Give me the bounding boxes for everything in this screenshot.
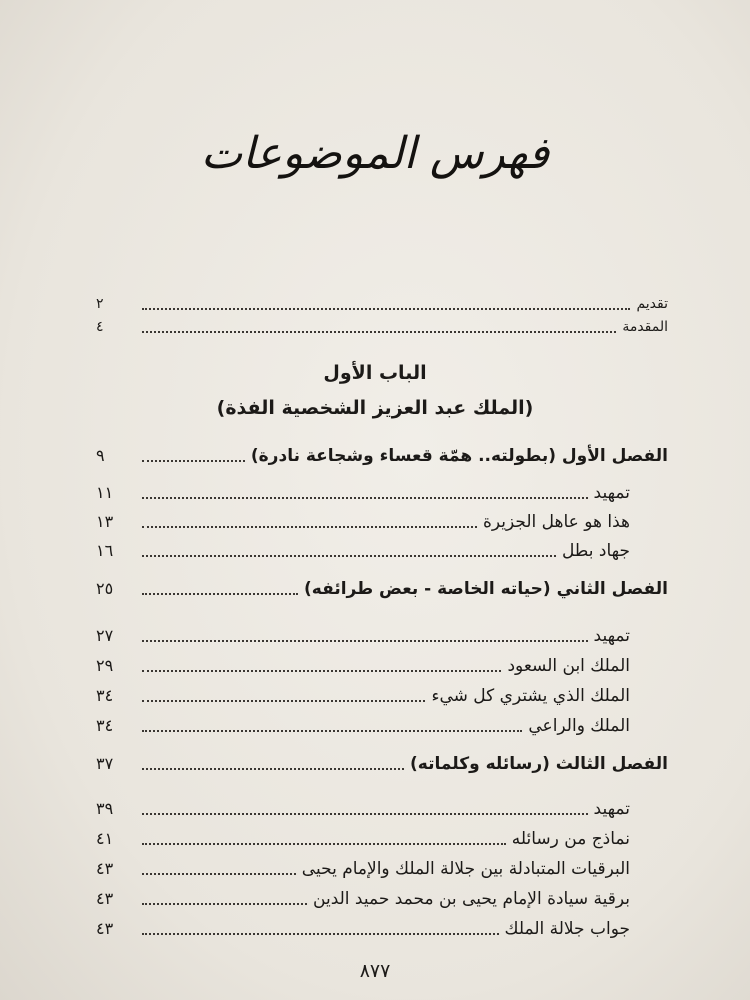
toc-page: ٤ — [96, 319, 104, 335]
toc-label: نماذج من رسائله — [511, 829, 630, 849]
toc-page: ٤٣ — [96, 859, 114, 878]
toc-page: ٤٣ — [96, 919, 114, 938]
leader-dots — [142, 768, 404, 770]
toc-row-section — [96, 910, 630, 940]
toc-label: برقية سيادة الإمام يحيى بن محمد حميد الدين — [313, 889, 630, 909]
leader-dots — [142, 933, 499, 935]
toc-page: ٣٧ — [96, 754, 114, 773]
toc-label: الملك ابن السعود — [507, 656, 630, 676]
leader-dots — [142, 730, 522, 732]
leader-dots — [142, 526, 477, 528]
toc-page: ١٣ — [96, 512, 114, 531]
toc-page: ١٦ — [96, 541, 114, 560]
toc-label: الفصل الثالث (رسائله وكلماته) — [410, 754, 668, 774]
toc-label: جواب جلالة الملك — [504, 919, 630, 939]
toc-page: ٢٩ — [96, 656, 114, 675]
leader-dots — [142, 331, 616, 333]
page-title: فهرس الموضوعات — [200, 128, 550, 179]
toc-label: هذا هو عاهل الجزيرة — [482, 512, 630, 532]
toc-page: ٣٤ — [96, 686, 114, 705]
toc-label: الفصل الثاني (حياته الخاصة - بعض طرائفه) — [304, 579, 668, 599]
leader-dots — [142, 670, 501, 672]
page-number: ٨٧٧ — [359, 960, 391, 982]
toc-label: تمهيد — [593, 626, 630, 646]
toc-row-section — [96, 677, 630, 707]
toc-row-front-2 — [96, 308, 668, 338]
toc-row-section — [96, 790, 630, 820]
leader-dots — [142, 640, 588, 642]
toc-row-chapter-1 — [96, 437, 668, 467]
toc-page: ٤٣ — [96, 889, 114, 908]
toc-label: الملك والراعي — [528, 716, 630, 736]
toc-label: تمهيد — [593, 799, 630, 819]
toc-page: ٣٤ — [96, 716, 114, 735]
leader-dots — [142, 873, 296, 875]
toc-label: جهاد بطل — [561, 541, 630, 561]
toc-row-section — [96, 474, 630, 504]
toc-row-section — [96, 532, 630, 562]
leader-dots — [142, 555, 556, 557]
toc-label: البرقيات المتبادلة بين جلالة الملك والإمام يحيى — [301, 859, 630, 879]
toc-row-section — [96, 647, 630, 677]
leader-dots — [142, 497, 588, 499]
toc-row-chapter-2 — [96, 570, 668, 600]
toc-row-section — [96, 503, 630, 533]
toc-row-section — [96, 850, 630, 880]
leader-dots — [142, 813, 588, 815]
toc-page: ٣٩ — [96, 799, 114, 818]
toc-page: ٢ — [96, 296, 104, 312]
leader-dots — [142, 903, 307, 905]
toc-row-section — [96, 707, 630, 737]
toc-row-section — [96, 820, 630, 850]
toc-row-section — [96, 617, 630, 647]
toc-page: ١١ — [96, 483, 114, 502]
toc-page: ٢٧ — [96, 626, 114, 645]
toc-row-section — [96, 880, 630, 910]
toc-label: تمهيد — [593, 483, 630, 503]
part-heading: الباب الأول — [323, 362, 427, 384]
toc-page: ٤١ — [96, 829, 114, 848]
toc-page: ٢٥ — [96, 579, 114, 598]
toc-row-chapter-3 — [96, 745, 668, 775]
leader-dots — [142, 460, 245, 462]
toc-label: الفصل الأول (بطولته.. همّة قعساء وشجاعة نادرة) — [250, 446, 668, 466]
leader-dots — [142, 593, 298, 595]
toc-label: تقديم — [636, 296, 668, 312]
toc-label: الملك الذي يشتري كل شيء — [431, 686, 630, 706]
toc-label: المقدمة — [622, 319, 668, 335]
leader-dots — [142, 700, 425, 702]
leader-dots — [142, 843, 506, 845]
part-subtitle: (الملك عبد العزيز الشخصية الفذة) — [216, 397, 534, 419]
toc-page: ٩ — [96, 446, 105, 465]
